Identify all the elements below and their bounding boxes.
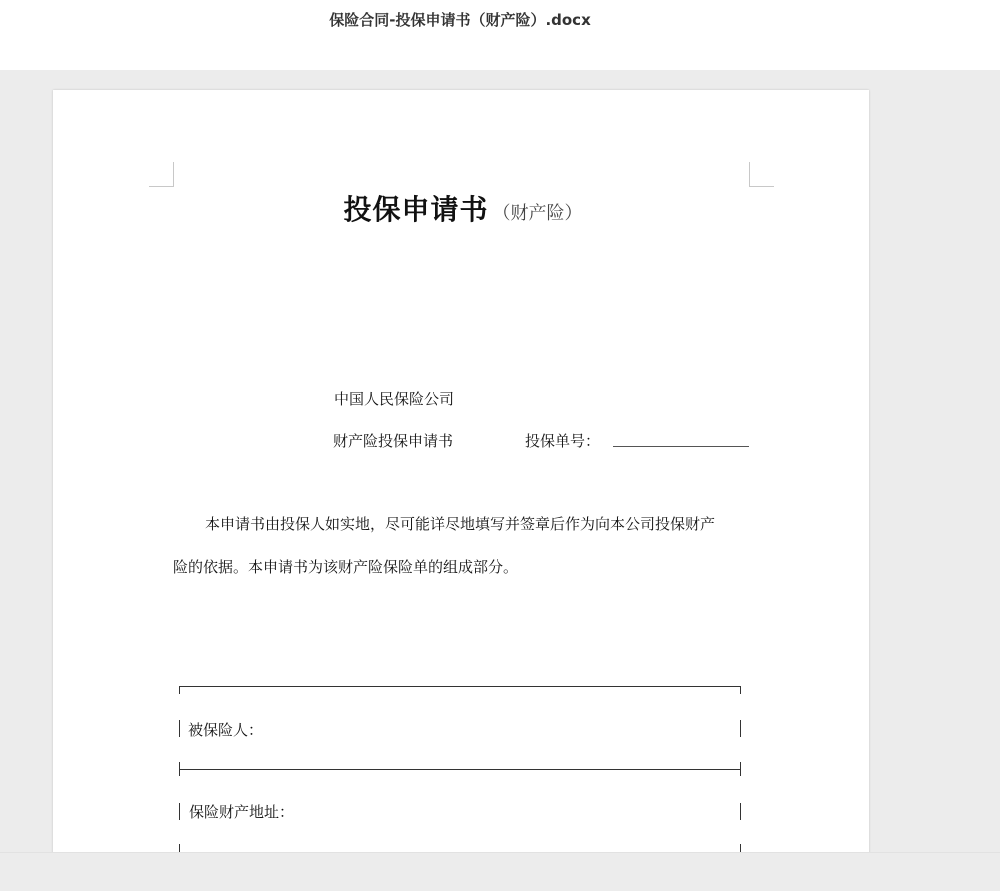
field-insured-label: 被保险人：	[188, 721, 264, 739]
table-left-border	[179, 844, 180, 852]
policy-number-label: 投保单号：	[525, 432, 601, 450]
intro-line-2: 险的依据。本申请书为该财产险保险单的组成部分。	[173, 558, 519, 576]
table-right-border	[740, 844, 741, 852]
company-name: 中国人民保险公司	[334, 390, 455, 408]
table-row-divider	[179, 769, 741, 770]
table-right-border	[740, 762, 741, 776]
document-title: 保险合同-投保申请书（财产险）.docx	[329, 11, 591, 29]
table-left-border	[179, 720, 180, 737]
table-right-border	[740, 803, 741, 820]
field-address-label: 保险财产地址：	[189, 803, 295, 821]
table-left-border	[179, 803, 180, 820]
policy-number-blank	[613, 446, 749, 447]
table-right-border	[740, 686, 741, 694]
table-left-border	[179, 686, 180, 694]
crop-mark-top-left	[149, 162, 174, 187]
heading-main: 投保申请书	[343, 193, 489, 226]
form-name: 财产险投保申请书	[333, 432, 454, 450]
crop-mark-top-right	[749, 162, 774, 187]
document-page	[53, 90, 869, 852]
page-heading	[53, 188, 873, 228]
title-bar	[0, 0, 1000, 70]
table-right-border	[740, 720, 741, 737]
table-left-border	[179, 762, 180, 776]
heading-sub: （财产险）	[492, 203, 583, 224]
bottom-bar	[0, 852, 1000, 891]
intro-line-1: 本申请书由投保人如实地，尽可能详尽地填写并签章后作为向本公司投保财产	[205, 515, 716, 533]
document-viewer[interactable]	[0, 70, 1000, 852]
table-top-border	[179, 686, 741, 687]
